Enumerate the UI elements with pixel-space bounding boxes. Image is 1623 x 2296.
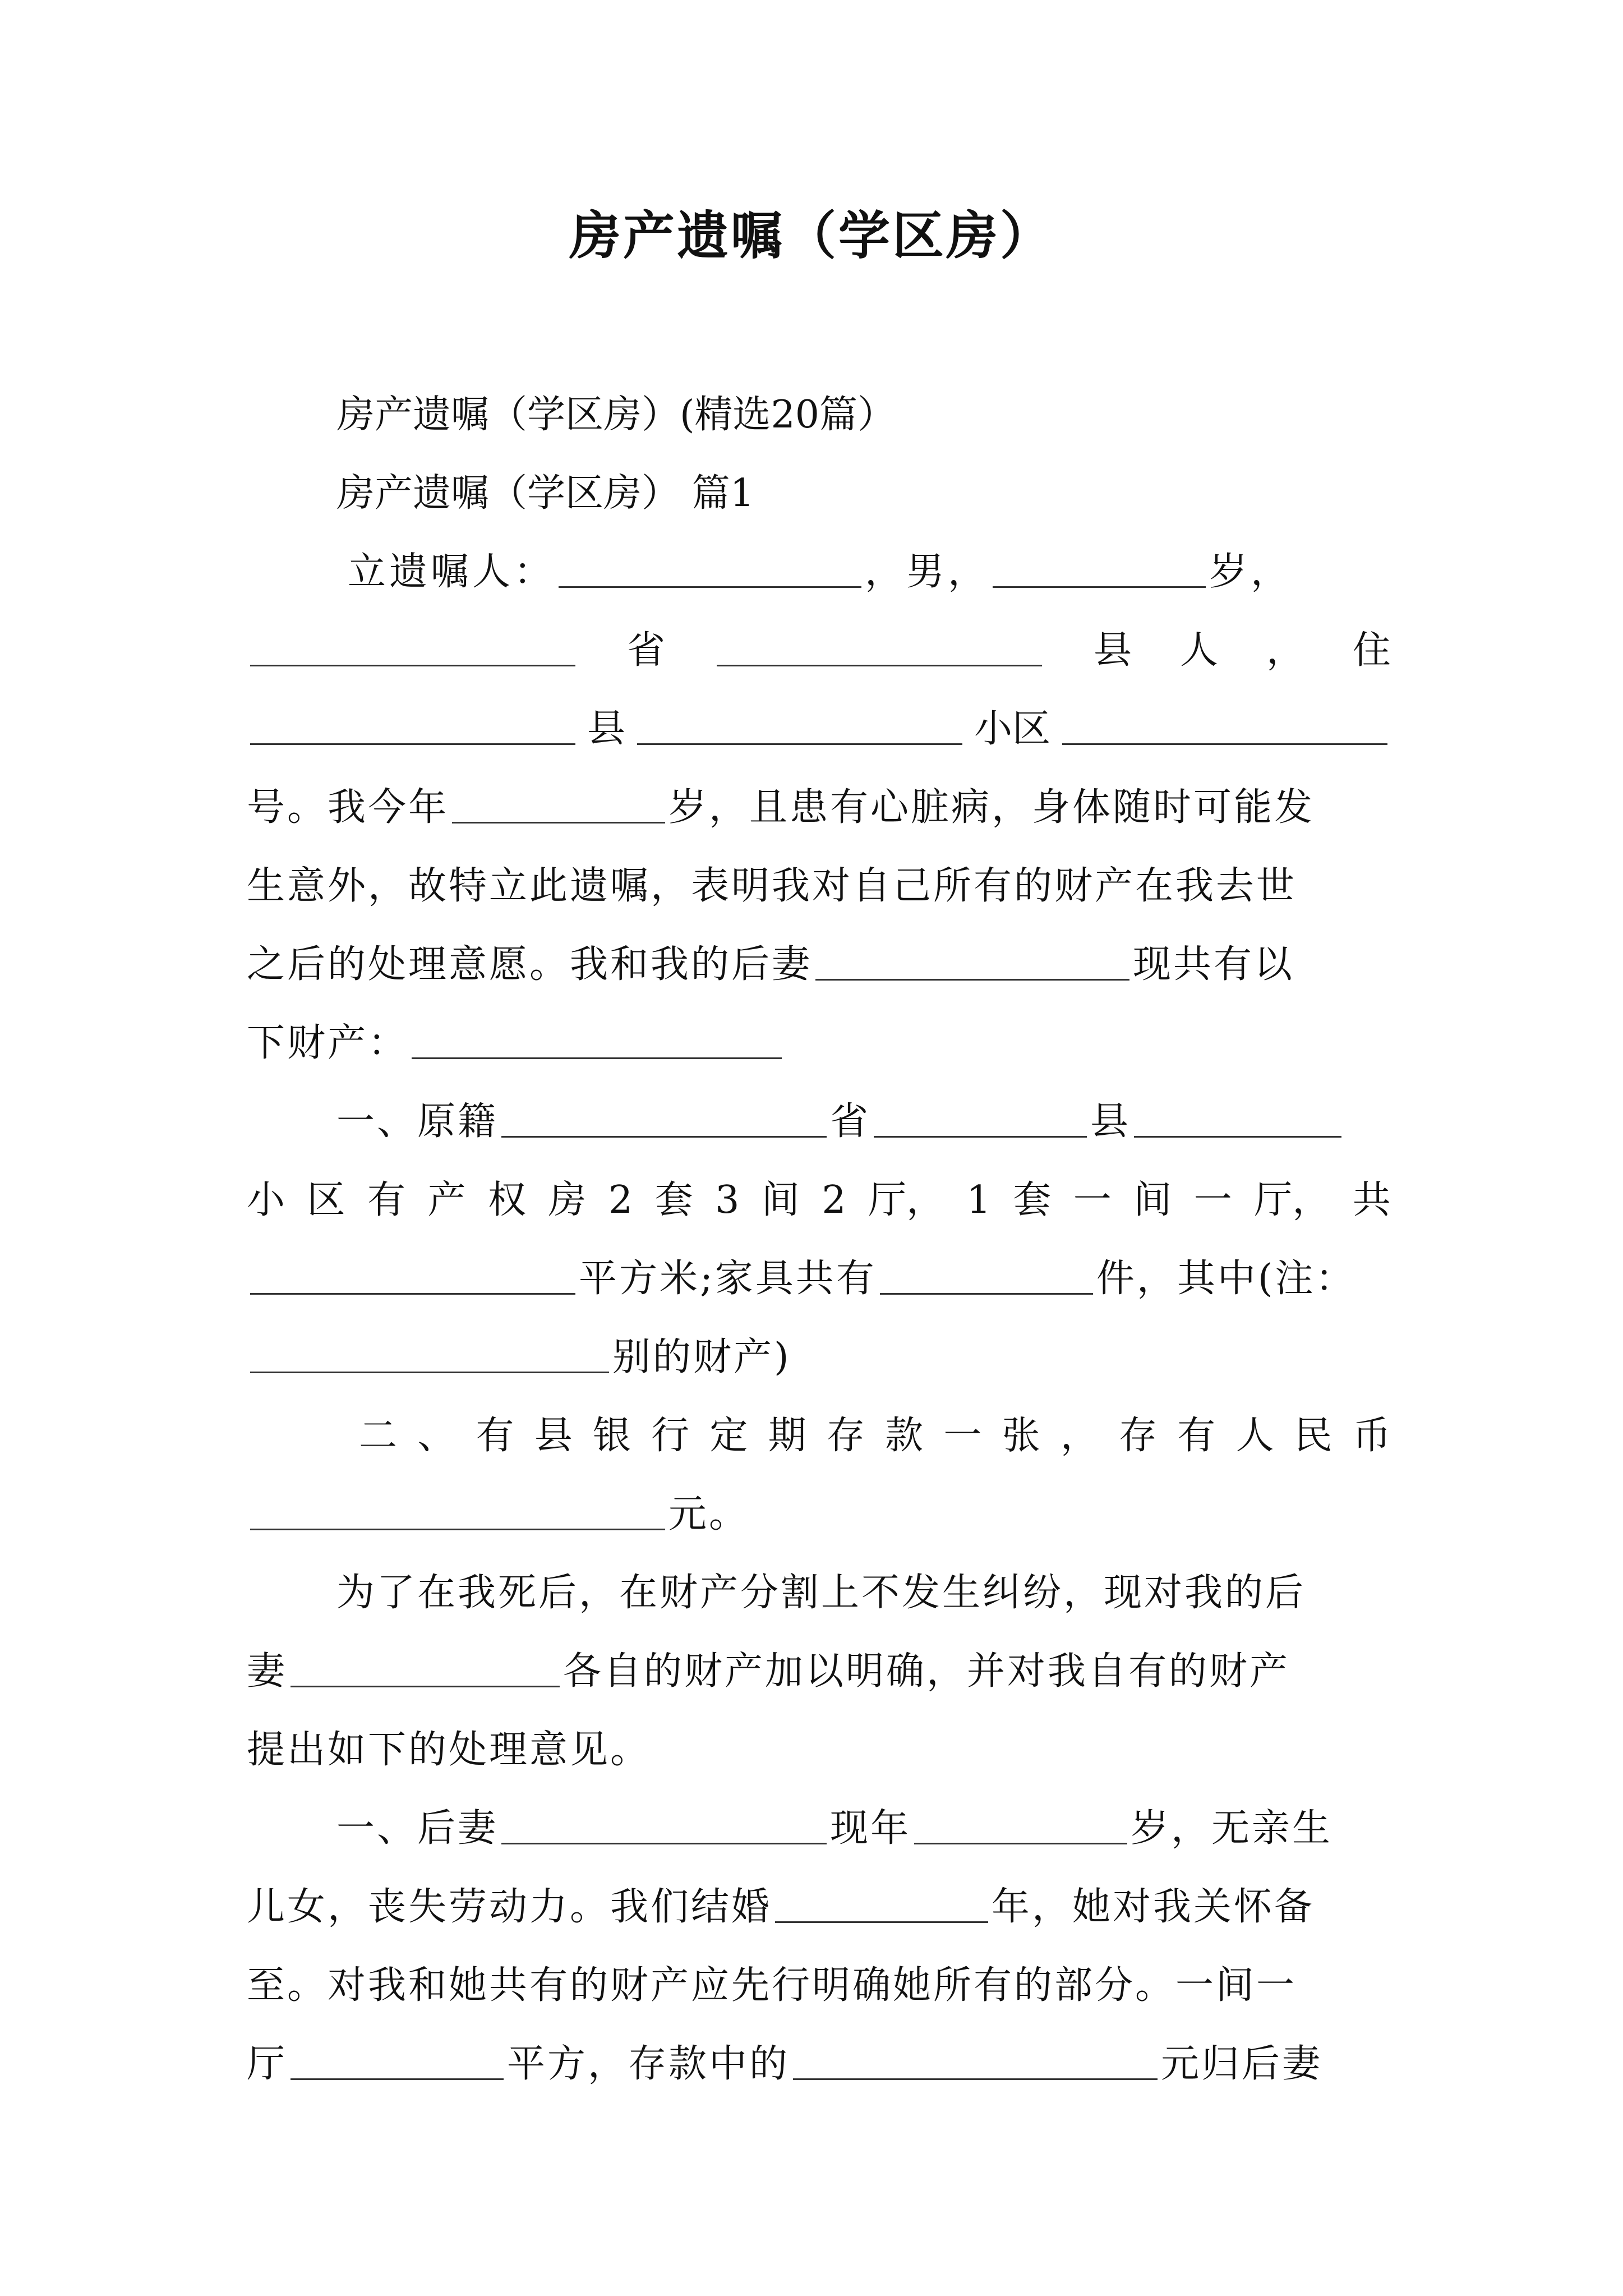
p2-char: 厅， [868,1178,945,1222]
current-age-blank [452,788,665,823]
belongs-to-wife-text: 元归后妻 [1161,2042,1323,2086]
p3-char: 期 [768,1414,806,1458]
p2-char: 2 [608,1178,633,1222]
area-furniture-text: 平方米;家具共有 [579,1257,877,1301]
p2-char: 有 [367,1178,405,1222]
other-property-blank [250,1338,609,1373]
residence-blank [250,710,575,745]
province-label: 省 [626,628,665,673]
furniture-count-blank [880,1259,1093,1295]
community-label: 小区 [974,707,1050,751]
origin-county-label: 县 [1090,1099,1131,1144]
p3-line-1 [247,1397,1391,1475]
deposit-share-text: 平方，存款中的 [507,2042,790,2086]
share-text: 至。对我和她共有的财产应先行明确她所有的部分。一间一 [247,1963,1297,2008]
community-blank [637,710,962,745]
section-heading-text: 房产遗嘱（学区房） 篇1 [336,471,754,516]
current-age-text: 号。我今年 [247,785,449,830]
residence-county-label: 县 [587,707,625,751]
p2-char: 间 [761,1178,800,1222]
p3-char: 县 [534,1414,573,1458]
comma-text: ， [1266,628,1304,673]
p4-line-3 [247,1711,1391,1789]
origin-province-blank [501,1102,827,1138]
current-year-label: 现年 [830,1806,911,1851]
square-meter-blank [291,2045,504,2080]
p3-char: 有 [476,1414,514,1458]
deposit-share-blank [793,2045,1158,2080]
p3-char: 定 [709,1414,748,1458]
p1-line-4 [247,769,1391,847]
origin-province-label: 省 [830,1099,871,1144]
gender-text: ，男， [865,550,990,594]
p3-char: 一 [943,1414,982,1458]
other-property-text: 别的财产) [612,1335,791,1379]
p3-char: 二 [359,1414,398,1458]
wife-name-blank [815,945,1129,981]
residence-label: 住 [1352,628,1391,673]
p2-char: 间 [1133,1178,1172,1222]
p5-line-3 [247,1947,1391,2025]
p2-line-2 [247,1161,1391,1240]
testator-label: 立遗嘱人： [348,550,556,594]
p2-char: 2 [822,1178,846,1222]
p2-char: 一 [1073,1178,1112,1222]
stepwife-label: 一、后妻 [336,1806,499,1851]
p2-line-1 [247,1083,1391,1161]
p2-char: 套 [654,1178,693,1222]
p5-line-1 [247,1789,1391,1868]
province-blank [250,631,575,666]
p3-char: 人 [1235,1414,1274,1458]
p3-char: 有 [1177,1414,1216,1458]
document-title: 房产遗嘱（学区房） [569,205,1054,266]
care-text: 年，她对我关怀备 [992,1885,1315,1929]
p2-char: 区 [307,1178,345,1222]
p2-char: 3 [715,1178,740,1222]
p1-line-2 [247,611,1391,690]
name-blank [559,553,861,588]
p3-char: 存 [1119,1414,1158,1458]
clarify-text: 各自的财产加以明确，并对我自有的财产 [563,1649,1290,1694]
note-text: 件，其中(注： [1096,1257,1356,1301]
p2-char: 权 [487,1178,526,1222]
p3-line-2 [247,1475,1391,1554]
p3-char: 银 [592,1414,631,1458]
p5-line-4 [247,2025,1391,2104]
p5-line-2 [247,1868,1391,1947]
wife-blank [291,1652,560,1687]
p3-char: 存 [826,1414,865,1458]
origin-community-blank [1134,1102,1341,1138]
person-label: 人 [1179,628,1218,673]
opinion-text: 提出如下的处理意见。 [247,1728,651,1772]
p2-line-3 [247,1240,1391,1318]
p2-char: 套 [1013,1178,1052,1222]
subtitle-text: 房产遗嘱（学区房）(精选20篇） [336,393,896,437]
p2-char: 一 [1193,1178,1232,1222]
marriage-years-blank [775,1888,988,1923]
p3-char: 行 [651,1414,690,1458]
wife-char: 妻 [247,1649,288,1694]
p2-char: 产 [427,1178,466,1222]
yuan-text: 元。 [668,1492,750,1536]
marriage-text: 儿女，丧失劳动力。我们结婚 [247,1885,772,1929]
property-blank [412,1024,782,1059]
county-blank [717,631,1042,666]
deposit-amount-blank [250,1495,665,1530]
p2-char: 小 [247,1178,285,1222]
no-children-text: 岁，无亲生 [1131,1806,1333,1851]
p3-char: 、 [417,1414,456,1458]
stepwife-name-blank [501,1809,827,1844]
p1-line-1 [247,533,1391,611]
health-text: 岁，且患有心脏病，身体随时可能发 [668,785,1315,830]
origin-county-blank [874,1102,1087,1138]
p1-line-3 [247,690,1391,769]
hall-char: 厅 [247,2042,288,2086]
p2-char: 1 [966,1178,991,1222]
property-label: 下财产： [247,1021,409,1065]
number-blank [1062,710,1387,745]
section-heading [247,454,1391,533]
p2-char: 厅， [1254,1178,1331,1222]
origin-label: 一、原籍 [336,1099,499,1144]
joint-property-text: 现共有以 [1133,942,1295,987]
p2-char: 房 [548,1178,587,1222]
document-subtitle [247,376,1391,454]
p1-line-6 [247,926,1391,1004]
p1-line-7 [247,1004,1391,1083]
p3-char: ， [1060,1414,1099,1458]
stepwife-age-blank [914,1809,1127,1844]
area-blank [250,1259,575,1295]
p2-char: 共 [1352,1178,1391,1222]
p3-char: 币 [1352,1414,1391,1458]
dispute-text: 为了在我死后，在财产分割上不发生纠纷，现对我的后 [336,1571,1306,1615]
wife-intro-text: 之后的处理意愿。我和我的后妻 [247,942,813,987]
age-suffix: 岁， [1209,550,1293,594]
p3-char: 民 [1294,1414,1332,1458]
p2-line-4 [247,1318,1391,1397]
p1-line-5 [247,847,1391,926]
county-label: 县 [1093,628,1132,673]
p4-line-1 [247,1554,1391,1632]
age-blank [993,553,1206,588]
p3-char: 张 [1002,1414,1040,1458]
purpose-text: 生意外，故特立此遗嘱，表明我对自己所有的财产在我去世 [247,864,1297,908]
p4-line-2 [247,1632,1391,1711]
p3-char: 款 [885,1414,924,1458]
